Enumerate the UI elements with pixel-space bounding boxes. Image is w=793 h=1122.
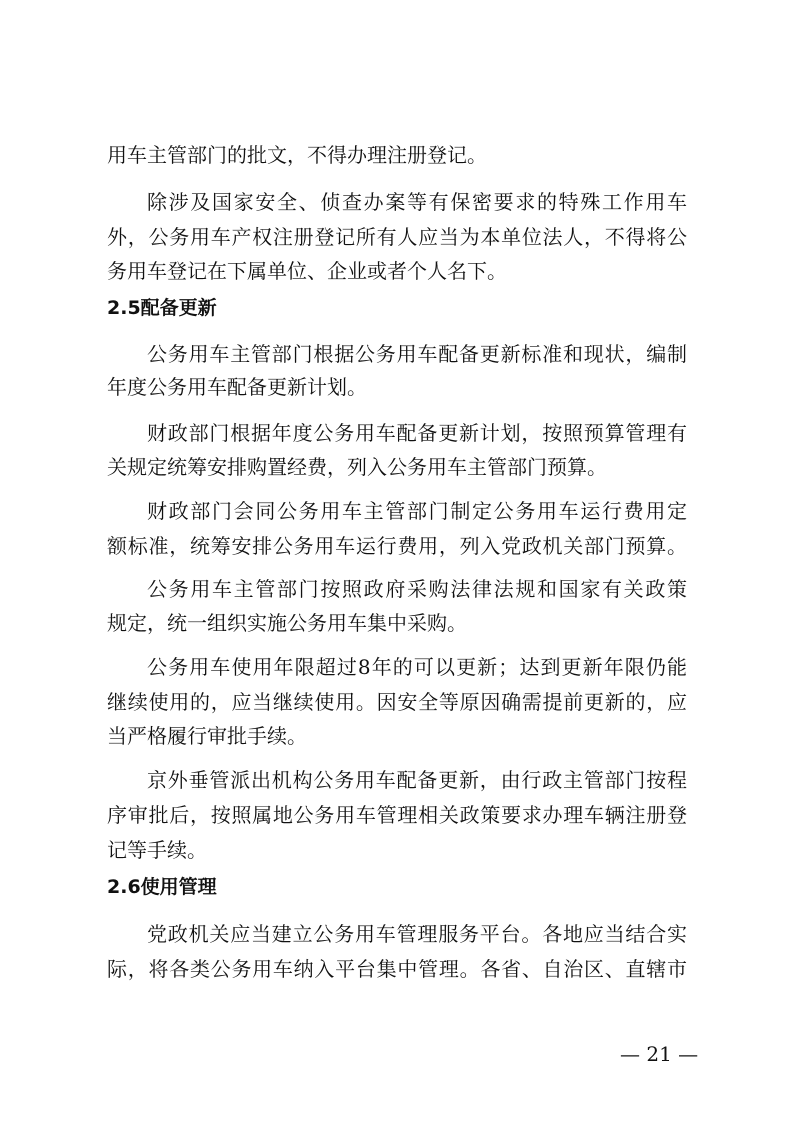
text-line: 京外垂管派出机构公务用车配备更新，由行政主管部门按程 — [147, 768, 687, 792]
section-heading: 2.6使用管理 — [107, 876, 217, 898]
text-line: 党政机关应当建立公务用车管理服务平台。各地应当结合实 — [147, 922, 687, 946]
section-heading: 2.5配备更新 — [107, 297, 217, 319]
text-line: 务用车登记在下属单位、企业或者个人名下。 — [107, 259, 507, 283]
text-line: 关规定统筹安排购置经费，列入公务用车主管部门预算。 — [107, 455, 607, 479]
page-number: — 21 — — [620, 1042, 699, 1066]
text-line: 规定，统一组织实施公务用车集中采购。 — [107, 611, 467, 635]
text-line: 额标准，统筹安排公务用车运行费用，列入党政机关部门预算。 — [107, 534, 687, 558]
text-line: 外，公务用车产权注册登记所有人应当为本单位法人，不得将公 — [107, 225, 687, 249]
text-line: 公务用车主管部门根据公务用车配备更新标准和现状，编制 — [147, 342, 687, 366]
text-line: 年度公务用车配备更新计划。 — [107, 375, 367, 399]
text-line: 际，将各类公务用车纳入平台集中管理。各省、自治区、直辖市 — [107, 957, 687, 981]
text-line: 继续使用的，应当继续使用。因安全等原因确需提前更新的，应 — [107, 690, 687, 714]
text-line: 财政部门根据年度公务用车配备更新计划，按照预算管理有 — [147, 421, 687, 445]
text-line: 公务用车使用年限超过8年的可以更新；达到更新年限仍能 — [147, 655, 687, 679]
text-line: 公务用车主管部门按照政府采购法律法规和国家有关政策 — [147, 577, 687, 601]
text-line: 财政部门会同公务用车主管部门制定公务用车运行费用定 — [147, 499, 687, 523]
text-line: 当严格履行审批手续。 — [107, 724, 307, 748]
text-line: 用车主管部门的批文，不得办理注册登记。 — [107, 143, 487, 167]
text-line: 序审批后，按照属地公务用车管理相关政策要求办理车辆注册登 — [107, 803, 687, 827]
text-line: 记等手续。 — [107, 838, 207, 862]
text-line: 除涉及国家安全、侦查办案等有保密要求的特殊工作用车 — [147, 190, 687, 214]
